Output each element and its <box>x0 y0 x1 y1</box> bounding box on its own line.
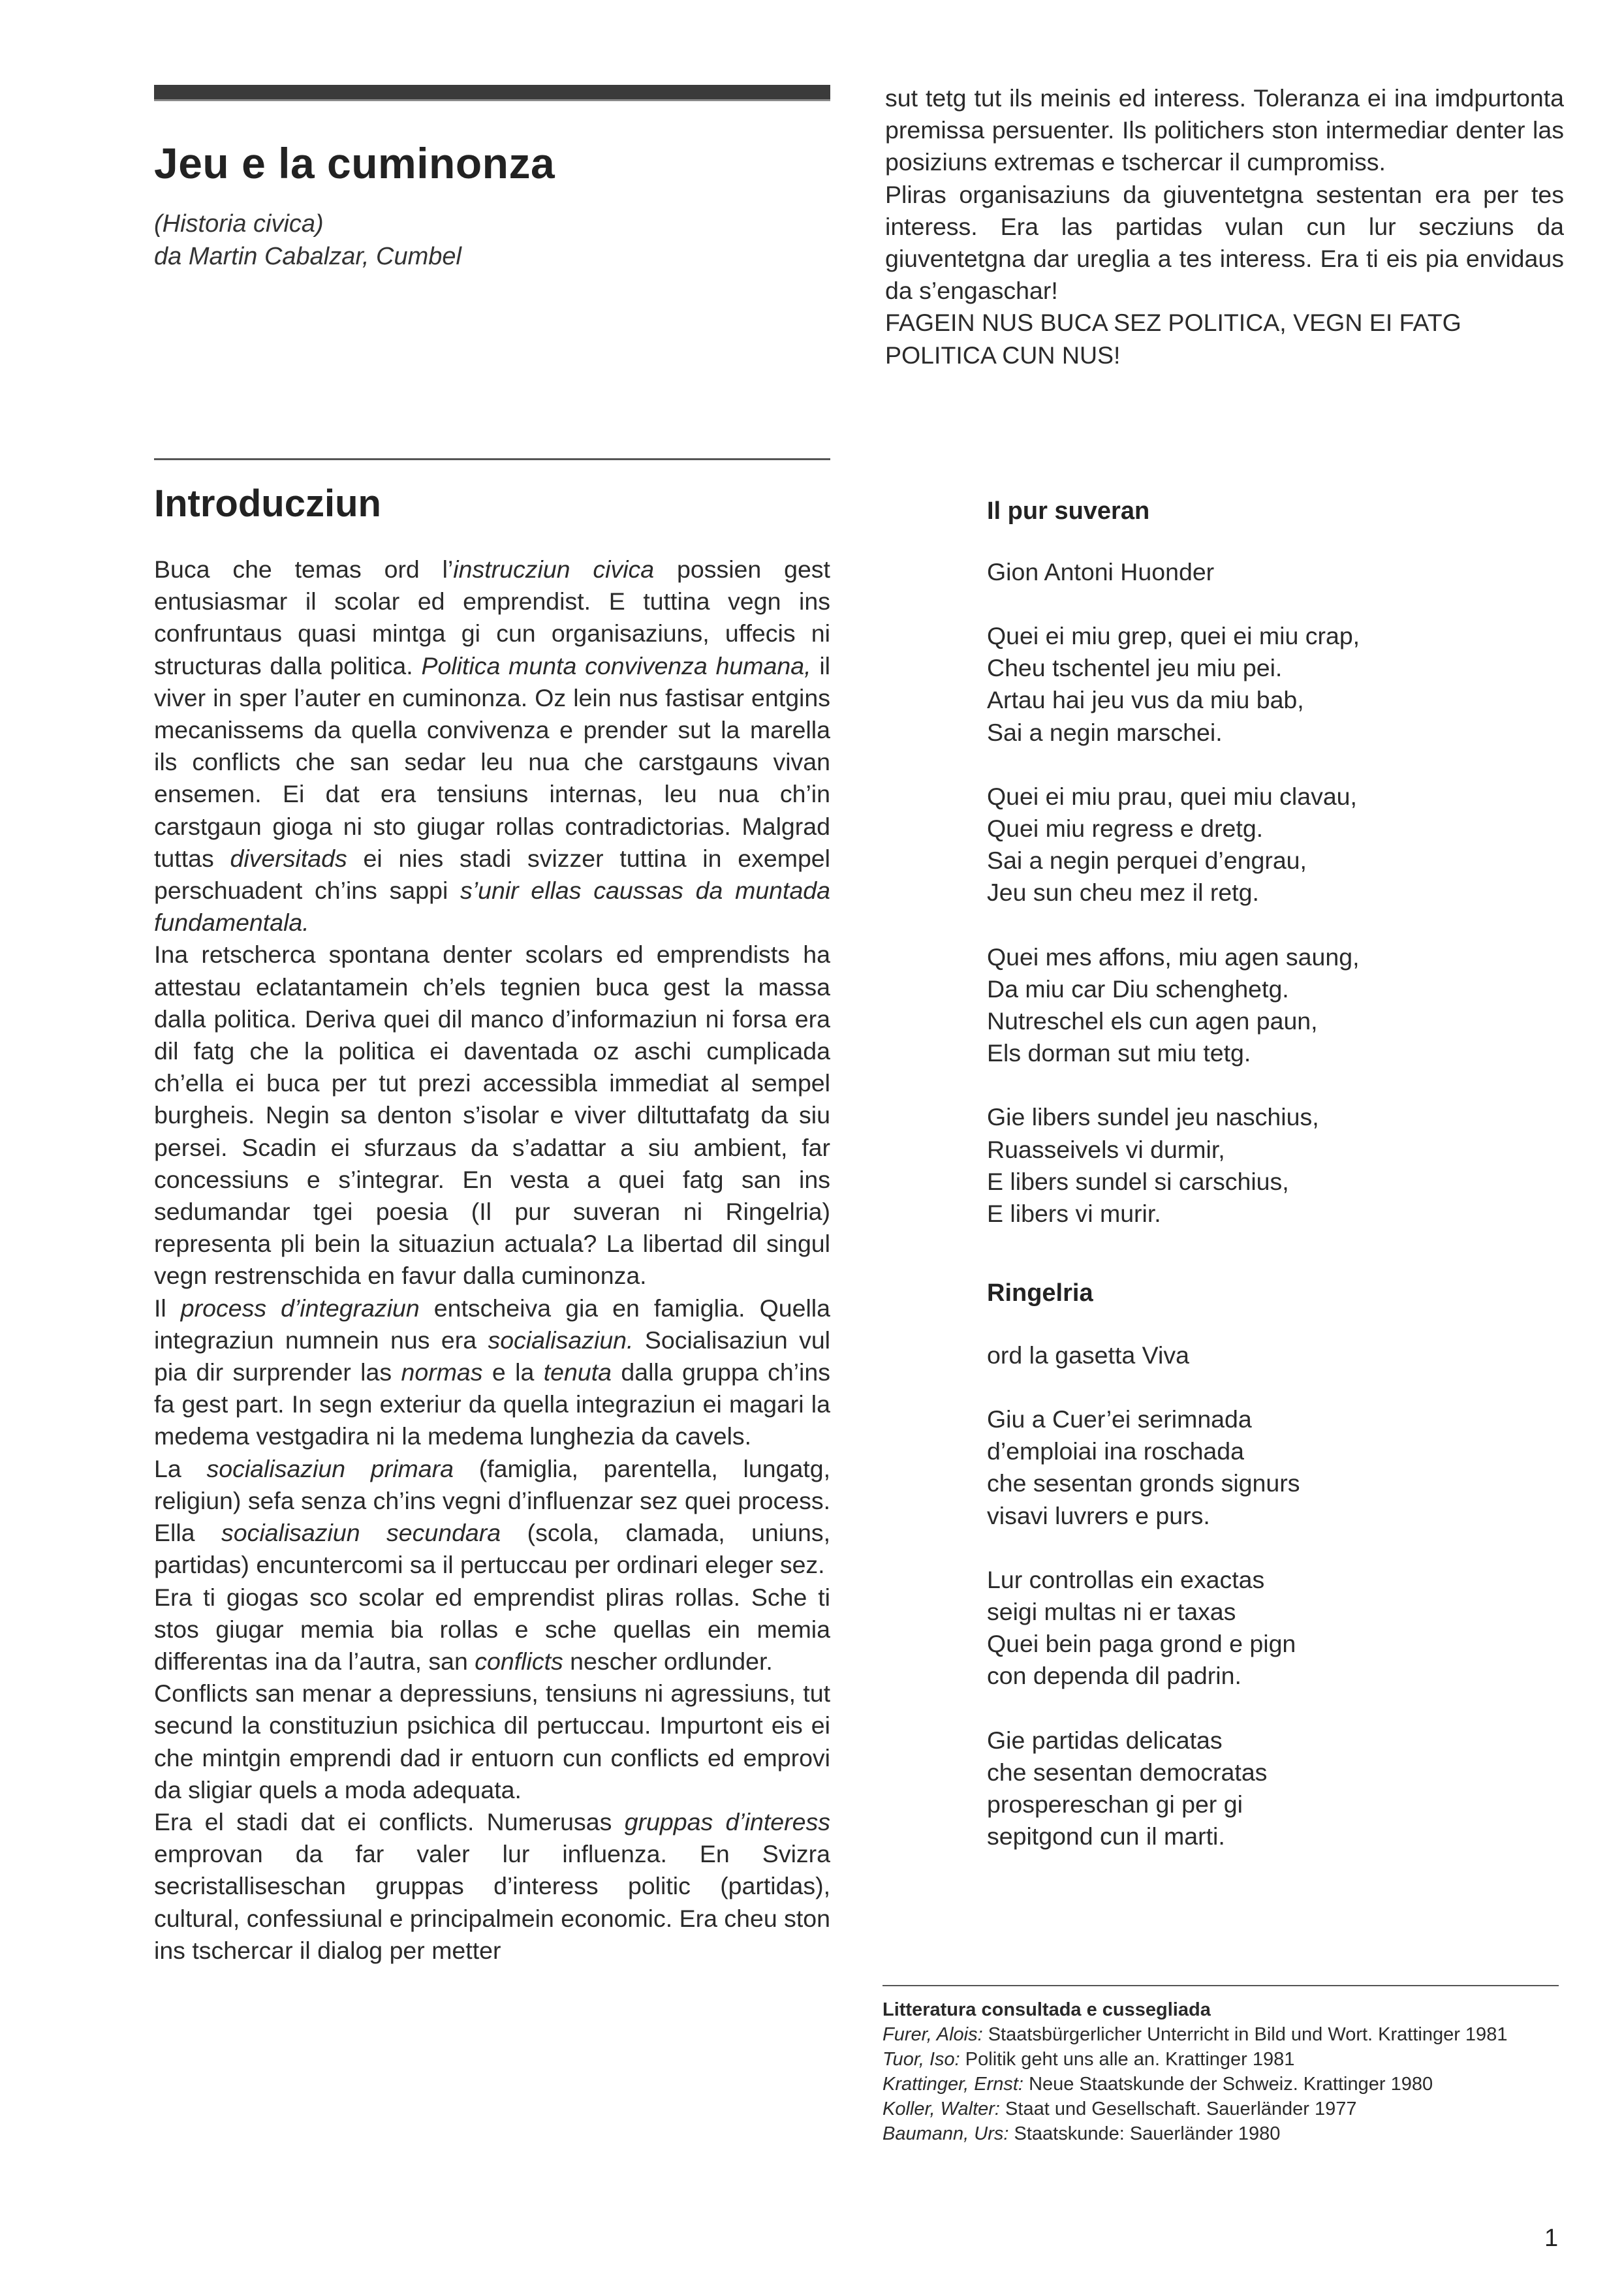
poem1-body <box>987 620 1360 1262</box>
literature-entry: Furer, Alois: Staatsbürgerlicher Unterricht in Bild und Wort. Krattinger 1981 <box>882 2024 1508 2045</box>
poem-line: Gie partidas delicatas <box>987 1726 1223 1754</box>
poem2-stanza-1 <box>987 1403 1300 1532</box>
header-bar <box>154 85 830 99</box>
intro-paragraph-6: Conflicts san menar a depressiuns, tensiuns ni agressiuns, tut secund la constituziun psichica dil pertuccau. Impurtont eis ei che mintgin emprendi dad ir entuorn cun conflicts ed emprovi da sligiar quels a moda adequata. <box>154 1679 830 1803</box>
continuation-paragraph-3: FAGEIN NUS BUCA SEZ POLITICA, VEGN EI FATG POLITICA CUN NUS! <box>885 309 1461 369</box>
intro-paragraph-5: Era ti giogas sco scolar ed emprendist pliras rollas. Sche ti stos giugar memia bia rollas e sche quellas ein memia differentas ina da l’autra, san conflicts nescher ordlunder. <box>154 1583 830 1675</box>
poem-line: Giu a Cuer’ei serimnada <box>987 1405 1252 1433</box>
poem-line: Quei bein paga grond e pign <box>987 1630 1296 1658</box>
literature-entry: Baumann, Urs: Staatskunde: Sauerländer 1980 <box>882 2123 1281 2144</box>
poem1-stanza-3 <box>987 941 1360 1070</box>
poem-line: Cheu tschentel jeu miu pei. <box>987 654 1283 682</box>
poem1-title: Il pur suveran <box>987 497 1150 525</box>
poem-line: seigi multas ni er taxas <box>987 1598 1236 1626</box>
poem-line: Sai a negin marschei. <box>987 718 1223 746</box>
header-rule <box>154 99 830 101</box>
poem-line: prospereschan gi per gi <box>987 1790 1243 1819</box>
poem-line: che sesentan democratas <box>987 1758 1268 1786</box>
literature-entry: Krattinger, Ernst: Neue Staatskunde der Schweiz. Krattinger 1980 <box>882 2074 1433 2095</box>
poem1-stanza-1 <box>987 620 1360 749</box>
literature-entry: Tuor, Iso: Politik geht uns alle an. Krattinger 1981 <box>882 2049 1295 2070</box>
introduction-body <box>154 554 830 1967</box>
poem-line: Sai a negin perquei d’engrau, <box>987 847 1307 875</box>
literature-rule <box>882 1985 1559 1986</box>
page-title: Jeu e la cuminonza <box>154 139 555 187</box>
poem-line: Lur controllas ein exactas <box>987 1565 1265 1593</box>
continuation-paragraph-1: sut tetg tut ils meinis ed interess. Toleranza ei ina imdpurtonta premissa persuenter. Ils politichers ston intermediar denter las posiziuns extremas e tschercar il cumpromiss. <box>885 84 1564 176</box>
continuation-paragraph-2: Pliras organisaziuns da giuventetgna sestentan era per tes interess. Era las partidas vulan cun lur secziuns da giuventetgna dar ureglia a tes interess. Era ti eis pia envidaus da s’engaschar! <box>885 180 1564 305</box>
poem1-author: Gion Antoni Huonder <box>987 558 1215 585</box>
poem-line: Jeu sun cheu mez il retg. <box>987 879 1259 907</box>
page-subtitle <box>154 208 461 273</box>
poem-line: Quei miu regress e dretg. <box>987 815 1264 843</box>
subtitle-line-1: (Historia civica) <box>154 210 324 238</box>
poem-line: Quei ei miu grep, quei ei miu crap, <box>987 622 1360 649</box>
intro-paragraph-1: Buca che temas ord l’instrucziun civica possien gest entusiasmar il scolar ed emprendist. E tuttina vegn ins confruntaus quasi mintga gi cun organisaziuns, uffecis ni structuras dalla politica. Politica munta convivenza humana, il viver in sper l’auter en cuminonza. Oz lein nus fastisar entgins mecanissems da quella convivenza e prender sut la marella ils conflicts che san sedar leu nua che carstgauns vivan ensemen. Ei dat era tensiuns internas, leu nua ch’in carstgaun gioga ni sto giugar rollas contradictorias. Malgrad tuttas diversitads ei nies stadi svizzer tuttina in exempel perschuadent ch’ins sappi s’unir ellas caussas da muntada fundamentala. <box>154 555 831 937</box>
poem-line: sepitgond cun il marti. <box>987 1822 1225 1850</box>
poem-line: con dependa dil padrin. <box>987 1662 1241 1690</box>
poem2-stanza-2 <box>987 1564 1300 1693</box>
intro-continuation <box>885 82 1564 371</box>
poem-line: Ruasseivels vi durmir, <box>987 1135 1225 1163</box>
poem-line: Nutreschel els cun agen paun, <box>987 1007 1318 1035</box>
poem2-title: Ringelria <box>987 1279 1093 1307</box>
poem-line: Quei ei miu prau, quei miu clavau, <box>987 782 1357 810</box>
poem-line: Da miu car Diu schenghetg. <box>987 975 1289 1003</box>
poem-line: d’emploiai ina roschada <box>987 1437 1244 1465</box>
literature-heading: Litteratura consultada e cussegliada <box>882 1999 1211 2020</box>
subtitle-line-2: da Martin Cabalzar, Cumbel <box>154 243 461 270</box>
poem-line: Quei mes affons, miu agen saung, <box>987 943 1360 971</box>
poem-line: visavi luvrers e purs. <box>987 1501 1210 1529</box>
poem-line: Artau hai jeu vus da miu bab, <box>987 686 1304 714</box>
poem1-stanza-4 <box>987 1101 1360 1230</box>
poem-line: E libers sundel si carschius, <box>987 1167 1289 1195</box>
intro-paragraph-7: Era el stadi dat ei conflicts. Numerusas gruppas d’interess emprovan da far valer lur influenza. En Svizra secristalliseschan gruppas d’interess politic (partidas), cultural, confessiunal e principalmein economic. Era cheu ston ins tschercar il dialog per metter <box>154 1807 830 1964</box>
page-number: 1 <box>1544 2225 1559 2252</box>
intro-paragraph-2: Ina retscherca spontana denter scolars ed emprendists ha attestau eclatantamein ch’els tegnien buca gest la massa dalla politica. Deriva quei dil manco d’informaziun ni forsa era dil fatg che la politica ei daventada oz aschi cumplicada ch’ella ei buca per tut prezi accessibla immediat al sempel burgheis. Negin sa denton s’isolar e viver diltuttafatg da siu persei. Scadin ei sfurzaus da s’adattar a siu ambient, far concessiuns e s’integrar. En vesta a quei fatg san ins sedumandar tgei poesia (Il pur suveran ni Ringelria) representa pli bein la situaziun actuala? La libertad dil singul vegn restrenschida en favur dalla cuminonza. <box>154 941 830 1290</box>
poem1-stanza-2 <box>987 781 1360 909</box>
poem2-source: ord la gasetta Viva <box>987 1341 1189 1369</box>
literature-entry: Koller, Walter: Staat und Gesellschaft. Sauerländer 1977 <box>882 2099 1357 2119</box>
poem-line: Els dorman sut miu tetg. <box>987 1039 1251 1067</box>
poem-line: che sesentan gronds signurs <box>987 1469 1300 1497</box>
introduction-heading: Introducziun <box>154 482 381 525</box>
literature-list <box>882 1997 1561 2146</box>
poem-line: Gie libers sundel jeu naschius, <box>987 1103 1319 1131</box>
section-divider <box>154 458 830 460</box>
poem2-stanza-3 <box>987 1725 1300 1853</box>
intro-paragraph-4: La socialisaziun primara (famiglia, parentella, lungatg, religiun) sefa senza ch’ins vegni d’influenzar sez quei process. Ella socialisaziun secundara (scola, clamada, uniuns, partidas) encuntercomi sa il pertuccau per ordinari eleger sez. <box>154 1454 830 1579</box>
intro-paragraph-3: Il process d’integraziun entscheiva gia en famiglia. Quella integraziun numnein nus era socialisaziun. Socialisaziun vul pia dir surprender las normas e la tenuta dalla gruppa ch’ins fa gest part. In segn exteriur da quella integraziun ei magari la medema vestgadira ni la medema lunghezia da cavels. <box>154 1294 831 1450</box>
poem-line: E libers vi murir. <box>987 1200 1161 1228</box>
poem2-body <box>987 1403 1300 1884</box>
